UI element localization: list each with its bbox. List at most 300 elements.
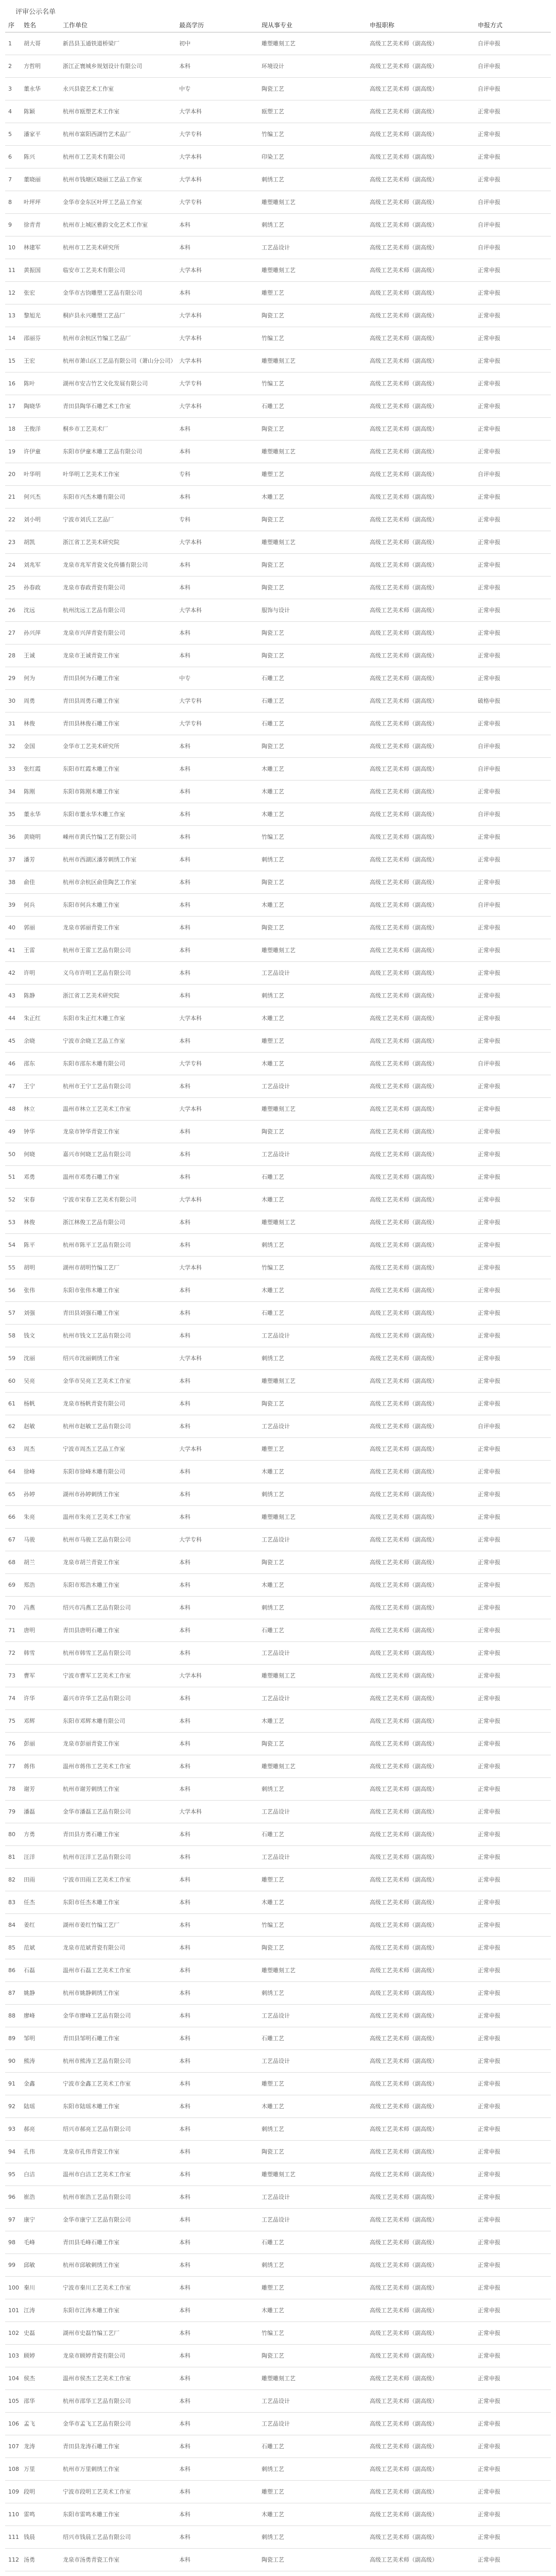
table-cell: 雕塑雕刻工艺 (262, 1218, 296, 1226)
table-cell: 温州市蒋伟工艺美术工作室 (63, 1762, 131, 1770)
table-cell: 竹编工艺 (262, 1921, 284, 1928)
table-cell: 雕塑雕刻工艺 (262, 266, 296, 274)
table-cell: 85 (8, 1944, 15, 1951)
table-row (5, 2277, 551, 2299)
table-cell: 廖峰 (24, 2012, 35, 2019)
table-cell: 青田县周勇石雕工作室 (63, 697, 119, 704)
table-cell: 正常申报 (478, 1354, 500, 1362)
table-cell: 高级工艺美术师（副高级） (370, 1173, 438, 1180)
table-row (5, 2073, 551, 2095)
table-cell: 43 (8, 992, 15, 999)
table-cell: 本科 (179, 2057, 190, 2064)
table-cell: 正常申报 (478, 2307, 500, 2314)
table-cell: 谢芳 (24, 1785, 35, 1792)
table-cell: 正常申报 (478, 2035, 500, 2042)
table-cell: 9 (8, 221, 12, 228)
table-cell: 本科 (179, 2465, 190, 2472)
table-cell: 高级工艺美术师（副高级） (370, 765, 438, 772)
table-row (5, 509, 551, 531)
table-cell: 龙泉市王诚青瓷工作室 (63, 652, 119, 659)
table-cell: 高级工艺美术师（副高级） (370, 1944, 438, 1951)
table-cell: 本科 (179, 2307, 190, 2314)
table-cell: 宋春 (24, 1196, 35, 1203)
table-cell: 木雕工艺 (262, 1196, 284, 1203)
table-cell: 31 (8, 720, 15, 727)
table-cell: 自评申报 (478, 221, 500, 228)
table-cell: 高级工艺美术师（副高级） (370, 1286, 438, 1294)
table-cell: 95 (8, 2171, 15, 2178)
table-cell: 73 (8, 1672, 15, 1679)
table-cell: 高级工艺美术师（副高级） (370, 720, 438, 727)
table-cell: 自评申报 (478, 40, 500, 47)
table-cell: 本科 (179, 2420, 190, 2427)
table-row (5, 1801, 551, 1823)
table-cell: 石雕工艺 (262, 1173, 284, 1180)
table-cell: 青田县陶华石雕艺术工作室 (63, 402, 131, 410)
table-cell: 99 (8, 2261, 15, 2268)
table-cell: 本科 (179, 1899, 190, 1906)
table-row (5, 1959, 551, 1982)
table-row (5, 1869, 551, 1891)
table-cell: 112 (8, 2556, 19, 2563)
table-cell: 龙涛 (24, 2443, 35, 2450)
table-cell: 100 (8, 2284, 19, 2291)
table-cell: 正常申报 (478, 2375, 500, 2382)
table-cell: 刺绣工艺 (262, 1989, 284, 1996)
table-cell: 高级工艺美术师（副高级） (370, 1785, 438, 1792)
table-cell: 陈叶 (24, 380, 35, 387)
table-cell: 东阳市陈刚木雕工作室 (63, 788, 119, 795)
table-cell: 杭州市萧山区工艺品有限公司（萧山分公司） (63, 357, 176, 364)
table-cell: 许明 (24, 969, 35, 976)
table-cell: 正常申报 (478, 1921, 500, 1928)
table-row (5, 2118, 551, 2141)
table-cell: 杭州市邱敏刺绣工作室 (63, 2261, 119, 2268)
table-cell: 宁波市金鑫工艺美术工作室 (63, 2080, 131, 2087)
table-cell: 本科 (179, 2375, 190, 2382)
table-cell: 木雕工艺 (262, 1468, 284, 1475)
table-cell: 杭州市熊涛工艺品有限公司 (63, 2057, 131, 2064)
table-cell: 徐峰 (24, 1468, 35, 1475)
table-row (5, 1823, 551, 1846)
table-cell: 大学本科 (179, 402, 202, 410)
table-cell: 57 (8, 1309, 15, 1316)
table-cell: 38 (8, 878, 15, 886)
table-row (5, 1574, 551, 1597)
table-cell: 沈丽 (24, 1354, 35, 1362)
table-cell: 竹编工艺 (262, 2329, 284, 2336)
table-row (5, 214, 551, 236)
table-body (5, 32, 551, 2576)
table-cell: 自评申报 (478, 742, 500, 750)
table-cell: 正常申报 (478, 1241, 500, 1248)
table-cell: 陶瓷工艺 (262, 1128, 284, 1135)
table-cell: 正常申报 (478, 2057, 500, 2064)
table-cell: 金鑫 (24, 2080, 35, 2087)
table-row (5, 781, 551, 803)
table-cell: 正常申报 (478, 584, 500, 591)
table-row (5, 894, 551, 917)
table-cell: 青田县刘强石雕工作室 (63, 1309, 119, 1316)
table-row (5, 939, 551, 962)
table-cell: 大学本科 (179, 108, 202, 115)
table-cell: 胡明 (24, 1264, 35, 1271)
table-cell: 正常申报 (478, 1014, 500, 1022)
table-cell: 自评申报 (478, 198, 500, 206)
table-cell: 毛峰 (24, 2239, 35, 2246)
table-cell: 正常申报 (478, 1740, 500, 1747)
table-cell: 竹编工艺 (262, 130, 284, 138)
table-cell: 高级工艺美术师（副高级） (370, 901, 438, 908)
table-cell: 14 (8, 334, 15, 342)
table-cell: 正常申报 (478, 788, 500, 795)
table-cell: 刘兆军 (24, 561, 41, 568)
table-cell: 高级工艺美术师（副高级） (370, 289, 438, 296)
table-cell: 82 (8, 1876, 15, 1883)
table-cell: 大学本科 (179, 334, 202, 342)
table-cell: 75 (8, 1717, 15, 1724)
table-cell: 浙江正寰城乡规划设计有限公司 (63, 62, 142, 70)
table-cell: 胡凯 (24, 538, 35, 546)
table-row (5, 849, 551, 871)
table-cell: 邓辉 (24, 1717, 35, 1724)
table-cell: 自评申报 (478, 85, 500, 92)
table-cell: 71 (8, 1626, 15, 1634)
table-cell: 任杰 (24, 1899, 35, 1906)
table-cell: 高级工艺美术师（副高级） (370, 1604, 438, 1611)
table-cell: 11 (8, 266, 15, 274)
table-cell: 高级工艺美术师（副高级） (370, 697, 438, 704)
table-cell: 高级工艺美术师（副高级） (370, 448, 438, 455)
table-cell: 雕塑工艺 (262, 1037, 284, 1044)
table-cell: 本科 (179, 810, 190, 818)
table-cell: 29 (8, 674, 15, 682)
table-cell: 高级工艺美术师（副高级） (370, 2239, 438, 2246)
table-row (5, 236, 551, 259)
table-cell: 本科 (179, 1694, 190, 1702)
table-cell: 本科 (179, 2284, 190, 2291)
table-cell: 工艺品设计 (262, 1808, 290, 1815)
table-cell: 高级工艺美术师（副高级） (370, 561, 438, 568)
table-cell: 陆瑶 (24, 2103, 35, 2110)
table-cell: 金华市金东区叶坪工艺品工作室 (63, 198, 142, 206)
table-cell: 高级工艺美术师（副高级） (370, 1445, 438, 1452)
table-row (5, 1506, 551, 1529)
table-cell: 孙婷 (24, 1490, 35, 1498)
table-cell: 本科 (179, 2148, 190, 2155)
table-cell: 55 (8, 1264, 15, 1271)
table-cell: 杭州市工艺美术有限公司 (63, 153, 125, 160)
table-cell: 高级工艺美术师（副高级） (370, 1649, 438, 1656)
table-cell: 董永华 (24, 85, 41, 92)
table-row (5, 78, 551, 100)
table-cell: 瓯塑工艺 (262, 108, 284, 115)
table-cell: 绍兴市沈丽刺绣工作室 (63, 1354, 119, 1362)
table-row (5, 985, 551, 1007)
table-row (5, 1710, 551, 1733)
table-cell: 本科 (179, 289, 190, 296)
table-cell: 陶瓷工艺 (262, 312, 284, 319)
table-cell: 工艺品设计 (262, 2057, 290, 2064)
table-cell: 83 (8, 1899, 15, 1906)
table-cell: 石雕工艺 (262, 2443, 284, 2450)
table-row (5, 2254, 551, 2277)
table-cell: 高级工艺美术师（副高级） (370, 833, 438, 840)
table-cell: 本科 (179, 1762, 190, 1770)
table-row (5, 622, 551, 645)
table-cell: 大学本科 (179, 176, 202, 183)
table-cell: 本科 (179, 629, 190, 636)
table-cell: 王俊洋 (24, 425, 41, 432)
table-cell: 林立 (24, 1105, 35, 1112)
table-cell: 高级工艺美术师（副高级） (370, 108, 438, 115)
table-row (5, 1755, 551, 1778)
table-cell: 13 (8, 312, 15, 319)
table-cell: 姚静 (24, 1989, 35, 1996)
table-cell: 高级工艺美术师（副高级） (370, 1377, 438, 1384)
table-cell: 工艺品设计 (262, 1332, 290, 1339)
table-row (5, 1982, 551, 2005)
table-cell: 本科 (179, 878, 190, 886)
table-cell: 本科 (179, 2488, 190, 2495)
table-cell: 张红霞 (24, 765, 41, 772)
table-cell: 正常申报 (478, 1581, 500, 1588)
table-row (5, 1438, 551, 1461)
table-cell: 39 (8, 901, 15, 908)
table-cell: 陶瓷工艺 (262, 584, 284, 591)
table-cell: 孙春政 (24, 584, 41, 591)
table-cell: 53 (8, 1218, 15, 1226)
table-cell: 本科 (179, 856, 190, 863)
table-cell: 高级工艺美术师（副高级） (370, 1536, 438, 1543)
table-row (5, 372, 551, 395)
table-cell: 正常申报 (478, 1717, 500, 1724)
table-cell: 陶瓷工艺 (262, 2556, 284, 2563)
table-cell: 本科 (179, 2352, 190, 2359)
table-cell: 本科 (179, 1626, 190, 1634)
table-cell: 本科 (179, 765, 190, 772)
table-row (5, 259, 551, 282)
table-cell: 杭州市余杭区竹编工艺品厂 (63, 334, 131, 342)
table-cell: 46 (8, 1060, 15, 1067)
table-cell: 本科 (179, 2012, 190, 2019)
table-cell: 东阳市邓辉木雕有限公司 (63, 1717, 125, 1724)
table-cell: 大学本科 (179, 1196, 202, 1203)
table-cell: 正常申报 (478, 2080, 500, 2087)
table-cell: 高级工艺美术师（副高级） (370, 1581, 438, 1588)
table-cell: 江涛 (24, 2307, 35, 2314)
table-cell: 高级工艺美术师（副高级） (370, 2035, 438, 2042)
table-cell: 龙泉市兆军青瓷文化传播有限公司 (63, 561, 148, 568)
table-cell: 邵东 (24, 1060, 35, 1067)
table-cell: 工艺品设计 (262, 1649, 290, 1656)
table-cell: 金华市廖峰工艺品有限公司 (63, 2012, 131, 2019)
table-cell: 58 (8, 1332, 15, 1339)
table-cell: 木雕工艺 (262, 788, 284, 795)
table-cell: 大学本科 (179, 153, 202, 160)
table-cell: 雷鸣 (24, 2511, 35, 2518)
table-cell: 36 (8, 833, 15, 840)
table-cell: 本科 (179, 924, 190, 931)
table-cell: 本科 (179, 1128, 190, 1135)
table-cell: 10 (8, 244, 15, 251)
table-cell: 杭州市万里刺绣工作室 (63, 2465, 119, 2472)
table-cell: 东阳市邵东木雕有限公司 (63, 1060, 125, 1067)
table-cell: 雕塑工艺 (262, 2488, 284, 2495)
table-cell: 高级工艺美术师（副高级） (370, 1490, 438, 1498)
table-row (5, 2526, 551, 2549)
table-cell: 正常申报 (478, 1876, 500, 1883)
table-cell: 温州市白洁工艺美术工作室 (63, 2171, 131, 2178)
table-row (5, 1302, 551, 1325)
table-row (5, 1891, 551, 1914)
table-cell: 木雕工艺 (262, 1899, 284, 1906)
table-cell: 正常申报 (478, 2465, 500, 2472)
table-cell: 正常申报 (478, 2239, 500, 2246)
table-cell: 新昌县玉通铁道桥梁厂 (63, 40, 119, 47)
table-row (5, 1619, 551, 1642)
table-cell: 嘉兴市何晓工艺品有限公司 (63, 1150, 131, 1158)
table-cell: 陈静 (24, 992, 35, 999)
table-cell: 正常申报 (478, 1989, 500, 1996)
table-cell: 92 (8, 2103, 15, 2110)
table-cell: 104 (8, 2375, 19, 2382)
table-cell: 5 (8, 130, 12, 138)
table-cell: 正常申报 (478, 1626, 500, 1634)
table-cell: 高级工艺美术师（副高级） (370, 878, 438, 886)
table-cell: 宁波市段明工艺美术工作室 (63, 2488, 131, 2495)
table-cell: 正常申报 (478, 2216, 500, 2223)
table-cell: 111 (8, 2533, 19, 2540)
table-cell: 张宏 (24, 289, 35, 296)
table-cell: 高级工艺美术师（副高级） (370, 2171, 438, 2178)
table-cell: 高级工艺美术师（副高级） (370, 1332, 438, 1339)
table-cell: 正常申报 (478, 720, 500, 727)
table-cell: 正常申报 (478, 538, 500, 546)
table-cell: 蒋伟 (24, 1762, 35, 1770)
table-cell: 大学本科 (179, 606, 202, 614)
table-cell: 木雕工艺 (262, 2307, 284, 2314)
table-cell: 高级工艺美术师（副高级） (370, 244, 438, 251)
table-row (5, 2345, 551, 2367)
table-cell: 本科 (179, 742, 190, 750)
table-cell: 汤勇 (24, 2556, 35, 2563)
table-cell: 刘强 (24, 1309, 35, 1316)
table-cell: 高级工艺美术师（副高级） (370, 1105, 438, 1112)
table-cell: 正常申报 (478, 674, 500, 682)
table-row (5, 2141, 551, 2163)
table-cell: 正常申报 (478, 1196, 500, 1203)
table-cell: 本科 (179, 1513, 190, 1520)
table-cell: 正常申报 (478, 1604, 500, 1611)
table-cell: 正常申报 (478, 1672, 500, 1679)
table-cell: 黄晓明 (24, 833, 41, 840)
table-cell: 陶瓷工艺 (262, 2148, 284, 2155)
table-cell: 正常申报 (478, 402, 500, 410)
table-cell: 郑浩 (24, 1581, 35, 1588)
table-cell: 正常申报 (478, 1536, 500, 1543)
table-row (5, 2413, 551, 2435)
table-cell: 杭州市富阳西湖竹艺术品厂 (63, 130, 131, 138)
table-cell: 22 (8, 516, 15, 523)
table-cell: 周杰 (24, 1445, 35, 1452)
table-cell: 正常申报 (478, 2125, 500, 2132)
table-cell: 高级工艺美术师（副高级） (370, 2261, 438, 2268)
table-cell: 侯杰 (24, 2375, 35, 2382)
table-cell: 高级工艺美术师（副高级） (370, 788, 438, 795)
table-cell: 陶晓华 (24, 402, 41, 410)
table-row (5, 486, 551, 509)
table-row (5, 1461, 551, 1483)
table-cell: 杭州市西湖区潘芳刺绣工作室 (63, 856, 136, 863)
table-cell: 东阳市张伟木雕工作室 (63, 1286, 119, 1294)
table-cell: 84 (8, 1921, 15, 1928)
table-row (5, 2435, 551, 2458)
table-row (5, 395, 551, 418)
table-cell: 正常申报 (478, 1785, 500, 1792)
table-row (5, 350, 551, 372)
table-cell: 刺绣工艺 (262, 1354, 284, 1362)
table-cell: 龙泉市兴萍青瓷有限公司 (63, 629, 125, 636)
table-cell: 24 (8, 561, 15, 568)
table-cell: 韩雪 (24, 1649, 35, 1656)
table-cell: 高级工艺美术师（副高级） (370, 40, 438, 47)
table-row (5, 1325, 551, 1347)
table-cell: 正常申报 (478, 1558, 500, 1566)
table-row (5, 440, 551, 463)
table-row (5, 917, 551, 939)
table-row (5, 1846, 551, 1869)
table-cell: 正常申报 (478, 2171, 500, 2178)
table-cell: 自评申报 (478, 810, 500, 818)
table-cell: 马骏 (24, 1536, 35, 1543)
col-header: 申报方式 (478, 22, 503, 29)
table-cell: 正常申报 (478, 1105, 500, 1112)
table-cell: 19 (8, 448, 15, 455)
table-row (5, 418, 551, 440)
table-cell: 47 (8, 1082, 15, 1090)
table-cell: 正常申报 (478, 516, 500, 523)
table-cell: 工艺品设计 (262, 1422, 290, 1430)
table-cell: 正常申报 (478, 1309, 500, 1316)
table-cell: 刺绣工艺 (262, 2533, 284, 2540)
table-cell: 正常申报 (478, 1853, 500, 1860)
table-cell: 本科 (179, 1967, 190, 1974)
table-cell: 彭丽 (24, 1740, 35, 1747)
table-cell: 49 (8, 1128, 15, 1135)
table-cell: 大学专科 (179, 697, 202, 704)
table-cell: 高级工艺美术师（副高级） (370, 2465, 438, 2472)
table-row (5, 713, 551, 735)
table-cell: 潘磊 (24, 1808, 35, 1815)
table-cell: 81 (8, 1853, 15, 1860)
table-cell: 何兴杰 (24, 493, 41, 500)
table-cell: 67 (8, 1536, 15, 1543)
table-cell: 雕塑雕刻工艺 (262, 198, 296, 206)
table-cell: 高级工艺美术师（副高级） (370, 1899, 438, 1906)
table-cell: 98 (8, 2239, 15, 2246)
table-cell: 钱晨 (24, 2533, 35, 2540)
table-cell: 金国 (24, 742, 35, 750)
table-cell: 高级工艺美术师（副高级） (370, 1037, 438, 1044)
table-cell: 雕塑雕刻工艺 (262, 357, 296, 364)
table-cell: 高级工艺美术师（副高级） (370, 1831, 438, 1838)
table-cell: 王诚 (24, 652, 35, 659)
table-cell: 本科 (179, 1717, 190, 1724)
table-cell: 本科 (179, 2216, 190, 2223)
table-cell: 杭州市瓯塑艺术工作室 (63, 108, 119, 115)
table-row (5, 871, 551, 894)
